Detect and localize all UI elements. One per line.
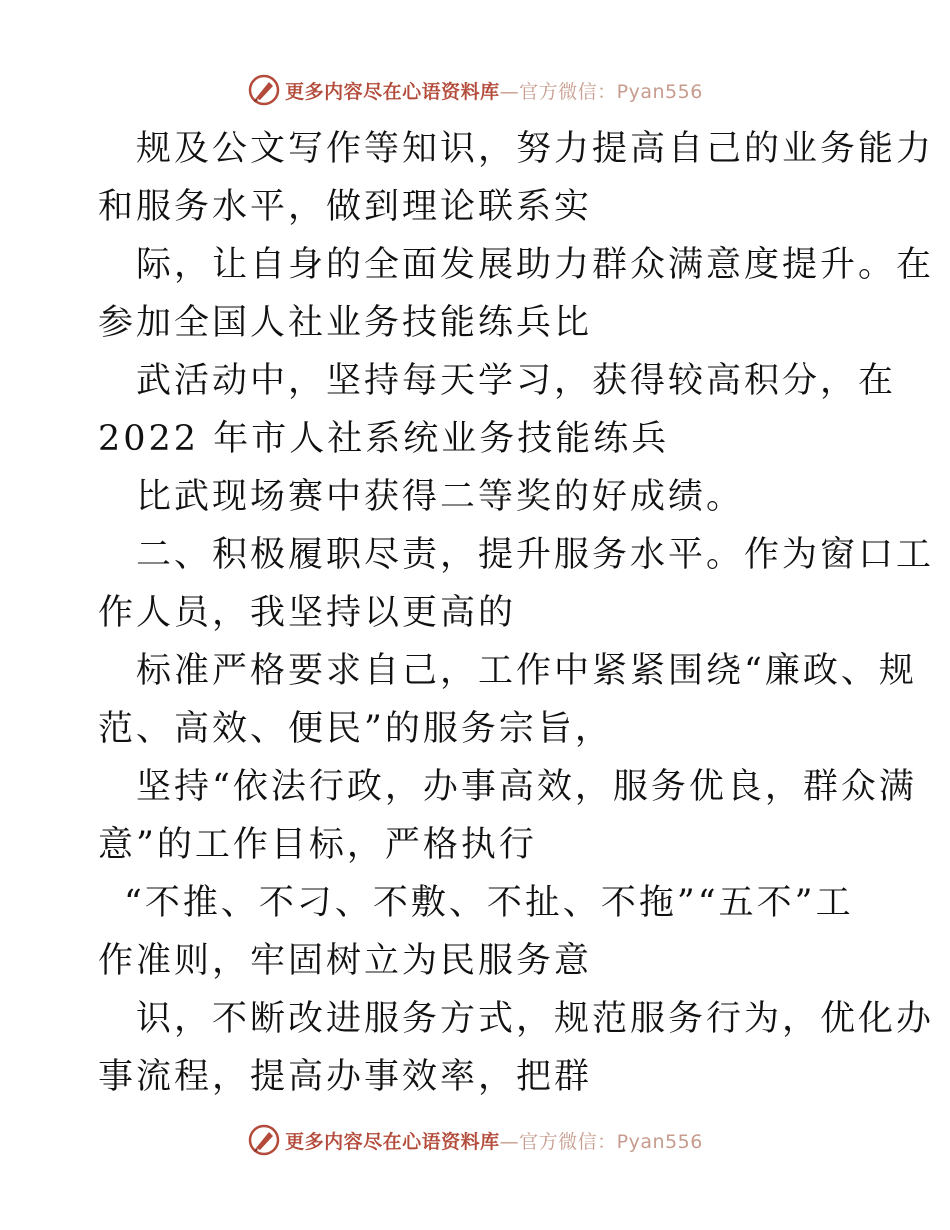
text-line: 范、高效、便民”的服务宗旨， [98,709,613,749]
header-watermark [0,70,950,110]
text-line: 事流程，提高办事效率，把群 [98,1057,593,1097]
text-line: 作准则，牢固树立为民服务意 [98,941,593,981]
text-line: 二、积极履职尽责，提升服务水平。作为窗口工 [136,535,935,575]
pen-nib-seal-icon [247,73,281,107]
watermark-suffix: 官方微信：Pyan556 [519,80,703,103]
pen-nib-seal-icon [247,1123,281,1157]
footer-watermark [0,1120,950,1160]
watermark-text [285,77,703,104]
text-line: 意”的工作目标，严格执行 [98,825,537,865]
text-line: 坚持“依法行政，办事高效，服务优良，群众满 [136,767,917,807]
text-line: 和服务水平，做到理论联系实 [98,187,593,227]
watermark-dash: — [499,1130,520,1153]
watermark-dash: — [499,80,520,103]
text-line: 识，不断改进服务方式，规范服务行为，优化办 [136,999,935,1039]
text-line: 作人员，我坚持以更高的 [98,593,517,633]
text-line: 规及公文写作等知识，努力提高自己的业务能力 [136,129,935,169]
watermark-text [285,1127,703,1154]
text-line: 2022 年市人社系统业务技能练兵 [98,419,670,459]
text-line: 标准严格要求自己，工作中紧紧围绕“廉政、规 [136,651,917,691]
text-line: 武活动中，坚持每天学习，获得较高积分，在 [136,361,897,401]
text-line: 比武现场赛中获得二等奖的好成绩。 [136,477,745,517]
watermark-brand: 更多内容尽在心语资料库 [285,80,500,103]
text-line: 际，让自身的全面发展助力群众满意度提升。在 [136,245,935,285]
watermark-suffix: 官方微信：Pyan556 [519,1130,703,1153]
text-line: 参加全国人社业务技能练兵比 [98,303,593,343]
text-line: “不推、不刁、不敷、不扯、不拖”“五不”工 [124,883,854,923]
watermark-brand: 更多内容尽在心语资料库 [285,1130,500,1153]
